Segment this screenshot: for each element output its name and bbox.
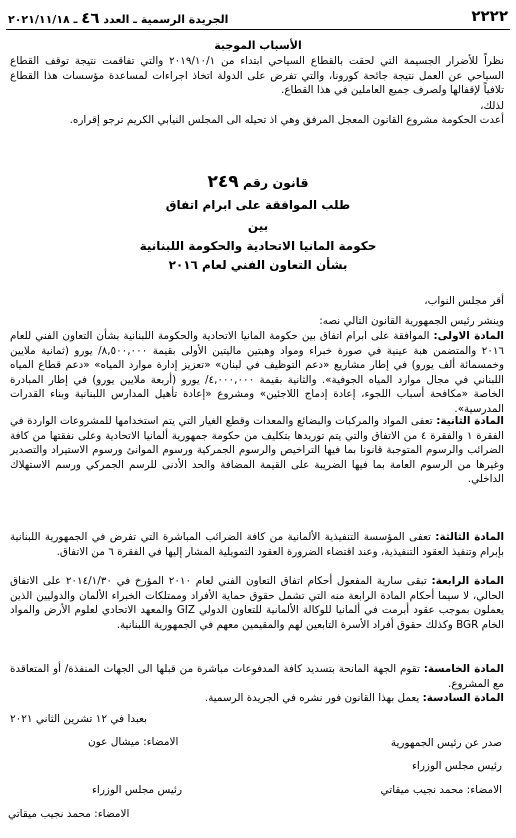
article-6-text: يعمل بهذا القانون فور نشره في الجريدة الرسمية. — [204, 692, 420, 704]
law-title — [0, 172, 516, 192]
law-number: ٢٤٩ — [207, 172, 239, 192]
article-4-text: تبقى سارية المفعول أحكام اتفاق التعاون الفني لعام ٢٠١٠ المؤرخ في ٢٠١٤/١/٣٠ على الاتفاق الحالي، لا سيما أحكام المادة الرابعة منه التي تشمل حقوق حماية الأفراد وممتلكات الخبراء الألمان والدوليين الذين يعملون بموجب عقود أبرمت في ألمانيا للوكالة الألمانية للتعاون الدولي GIZ والمعهد الاتحادي لعلوم الأرض والمواد الخام BGR وكذلك حقوق أفراد الأسرة التابعين لهم والمقيمين معهم في الجمهورية اللبنانية. — [10, 575, 504, 631]
pm-title-right: رئيس مجلس الوزراء — [411, 760, 502, 772]
law-subject: بشأن التعاون الفني لعام ٢٠١٦ — [168, 258, 348, 272]
article-1-text: الموافقة على ابرام اتفاق بين حكومة المانيا الاتحادية والحكومة اللبنانية بشأن التعاون الفني للعام ٢٠١٦ والمتضمن هبة عينية في صورة خبراء ومواد وهبتين ماليتين الأولى بقيمة ٨,٥٠٠,٠٠٠/ يورو (ثمانية ملايين وخمسمائة ألف يورو) في إطار مشاريع «دعم التوظيف في لبنان» «تعزيز إدارة موارد المياه» «دعم قطاع المياه اللبناني في مجال موارد المياه الجوفية». والثانية بقيمة ٤,٠٠٠,٠٠٠/ يورو (أربعة ملايين يورو) في إطار المبادرة الخاصة «مكافحة أسباب اللجوء، إعادة إدماج اللاجئين» ومشروع «إعادة تأهيل المدارس اللبنانية وبناء القدرات المدرسية». — [10, 330, 505, 415]
article-5-label: المادة الخامسة: — [423, 663, 504, 675]
gazette-prefix: الجريدة الرسمية ـ العدد — [103, 13, 229, 26]
article-1 — [10, 329, 504, 417]
reasons-title: الأسباب الموجبة — [214, 39, 302, 52]
intro-2: وينشر رئيس الجمهورية القانون التالي نصه: — [319, 315, 504, 327]
pm-title-left: رئيس مجلس الوزراء — [92, 784, 183, 796]
article-1-label: المادة الاولى: — [433, 330, 504, 342]
law-between: بين — [247, 219, 269, 233]
intro-1: أقر مجلس النواب، — [424, 295, 504, 307]
reasons-para-2: أعدت الحكومة مشروع القانون المعجل المرفق وهي اذ تحيله الى المجلس النيابي الكريم ترجو إقراره. — [69, 114, 504, 126]
president-signature: الامضاء: ميشال عون — [88, 736, 179, 748]
article-3-label: المادة الثالثة: — [435, 531, 505, 543]
article-2-text: تعفى المواد والمركبات والبضائع والمعدات وقطع الغيار التي يتم استخدامها للمشروعات الواردة في الفقرة ١ والفقرة ٤ من الاتفاق والتي يتم توريدها بتكليف من حكومة جمهورية ألمانيا الاتحادية وعلى نفقتها من كافة الضرائب والرسوم المتوجبة قانونا بما فيها التراخيص والرسوم الجمركية ورسوم الموانئ ورسوم الاستيراد والتصدير وغيرها من الرسوم العامة بما فيها الضريبة على القيمة المضافة والحد الأدنى للرسم الجمركي ورسم الاستهلاك الداخلي. — [10, 415, 504, 486]
page-header — [6, 7, 510, 29]
law-parties: حكومة المانيا الاتحادية والحكومة اللبنانية — [139, 239, 377, 253]
gazette-issue-line — [8, 9, 228, 27]
article-4 — [10, 574, 504, 632]
article-5-text: تقوم الجهة المانحة بتسديد كافة المدفوعات مباشرة من قبلها الى الجهات المنفذة/ أو المتعاقدة مع المشروع. — [10, 663, 504, 690]
law-subtitle: طلب الموافقة على ابرام اتفاق — [165, 198, 351, 212]
reasons-lidhalik: لذلك، — [480, 100, 504, 112]
article-3-text: تعفى المؤسسة التنفيذية الألمانية من كافة الضرائب المباشرة التي تفرض في الجمهورية اللبنانية بإبرام وتنفيذ العقود التنفيذية، وعند اقتضاء الضرورة العقود التمويلية المشار إليها في الفقرة ٦ من الاتفاق. — [10, 531, 504, 558]
article-6 — [10, 691, 504, 706]
article-4-label: المادة الرابعة: — [431, 575, 504, 587]
issue-number: ٤٦ — [81, 9, 100, 27]
article-2 — [10, 414, 504, 487]
article-5 — [10, 662, 504, 691]
page-number: ٢٢٢٢ — [471, 7, 508, 25]
article-2-label: المادة الثانية: — [436, 415, 504, 427]
reasons-para-1: نظراً للأضرار الجسيمة التي لحقت بالقطاع السياحي ابتداء من ٢٠١٩/١٠/١ والتي تفاقمت نتيجة توقف القطاع السياحي عن العمل نتيجة جائحة كورونا، والتي تفرض على الدولة اتخاذ اجراءات لمساعدة مؤسسات هذا القطاع تلافياً لإقفالها ولصرف جميع العاملين في هذا القطاع. — [10, 55, 504, 97]
pm-signature-left: الامضاء: محمد نجيب ميقاتي — [8, 808, 130, 820]
issue-date: ـ ٢٠٢١/١١/١٨ — [8, 13, 78, 26]
article-3 — [10, 530, 504, 559]
law-title-prefix: قانون رقم — [242, 175, 309, 190]
header-divider — [6, 29, 510, 30]
pm-signature-right: الامضاء: محمد نجيب ميقاتي — [380, 784, 502, 796]
article-6-label: المادة السادسة: — [422, 692, 504, 704]
issued-by-president: صدر عن رئيس الجمهورية — [390, 737, 502, 749]
place-date: بعبدا في ١٢ تشرين الثاني ٢٠٢١ — [10, 713, 148, 725]
